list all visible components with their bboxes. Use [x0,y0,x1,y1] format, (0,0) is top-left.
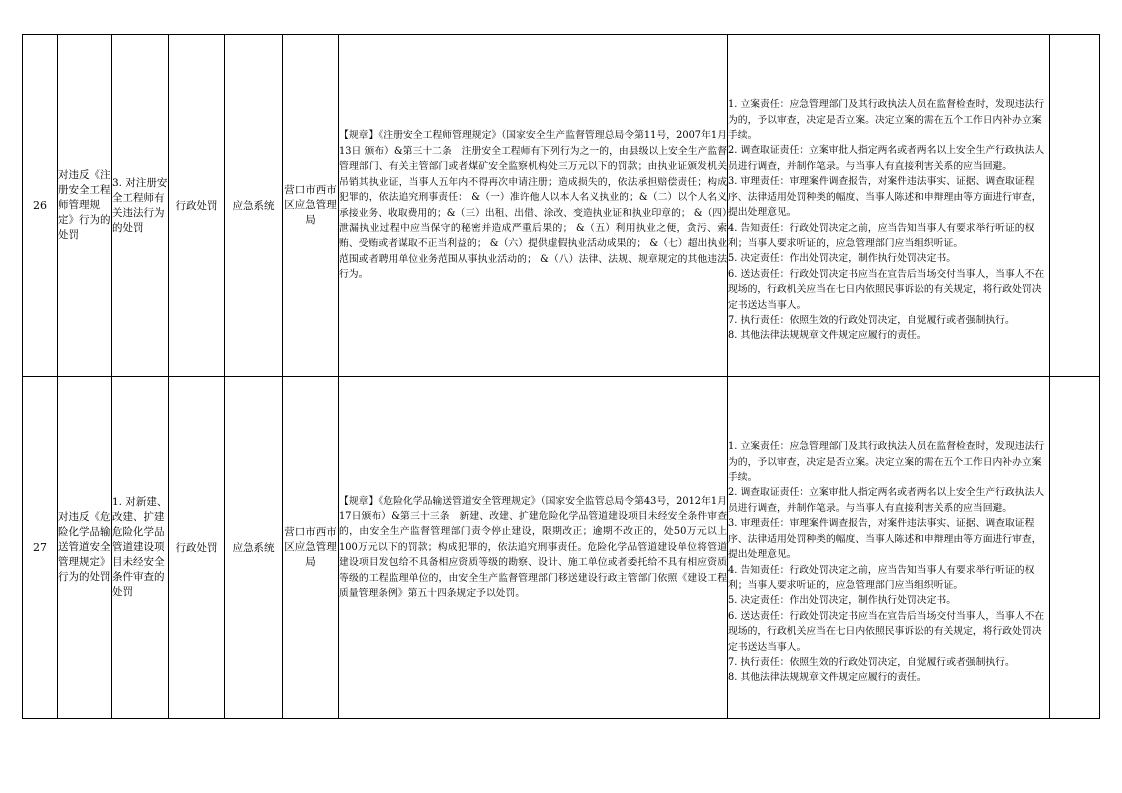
responsibility-list [728,377,1050,719]
responsibility-item: 7. 执行责任：依照生效的行政处罚决定，自觉履行或者强制执行。 [728,656,1015,668]
item-name: 对违反《注册安全工程师管理规定》行为的处罚 [58,35,112,377]
power-type: 行政处罚 [169,377,225,719]
responsibility-item: 4. 告知责任：行政处罚决定之前，应当告知当事人有要求举行听证的权利；当事人要求听证的，应急管理部门应当组织听证。 [728,222,1035,249]
table-row [23,377,1100,719]
power-type: 行政处罚 [169,35,225,377]
responsibility-item: 1. 立案责任：应急管理部门及其行政执法人员在监督检查时，发现违法行为的，予以审查，决定是否立案。决定立案的需在五个工作日内补办立案手续。 [728,441,1045,484]
system-name: 应急系统 [225,35,283,377]
responsibility-item: 4. 告知责任：行政处罚决定之前，应当告知当事人有要求举行听证的权利；当事人要求听证的，应急管理部门应当组织听证。 [728,564,1035,591]
table-row [23,35,1100,377]
responsibility-table [22,34,1100,719]
remarks-cell [1050,35,1100,377]
sub-item-name: 3. 对注册安全工程师有关违法行为的处罚 [112,35,169,377]
responsibility-item: 1. 立案责任：应急管理部门及其行政执法人员在监督检查时，发现违法行为的，予以审查，决定是否立案。决定立案的需在五个工作日内补办立案手续。 [728,99,1045,142]
sub-item-name: 1. 对新建、改建、扩建危险化学品管道建设项目未经安全条件审查的处罚 [112,377,169,719]
responsibility-item: 2. 调查取证责任：立案审批人指定两名或者两名以上安全生产行政执法人员进行调查，并制作笔录。与当事人有直接利害关系的应当回避。 [728,487,1045,514]
row-number: 26 [23,35,58,377]
responsibility-item: 7. 执行责任：依照生效的行政处罚决定，自觉履行或者强制执行。 [728,314,1015,326]
legal-basis: 【规章】《危险化学品输送管道安全管理规定》（国家安全监管总局令第43号，2012年1月17日颁布）&第三十三条 新建、改建、扩建危险化学品管道建设项目未经安全条件审查的，由安全生产监督管理部门责令停止建设，限期改正；逾期不改正的，处50万元以上100万元以下的罚款；构成犯罪的，依法追究刑事责任。危险化学品管道建设单位将管道建设项目发包给不具备相应资质等级的勘察、设计、施工单位或者委托给不具有相应资质等级的工程监理单位的，由安全生产监督管理部门移送建设行政主管部门依照《建设工程质量管理条例》第五十四条规定予以处罚。 [339,377,728,719]
legal-basis: 【规章】《注册安全工程师管理规定》（国家安全生产监督管理总局令第11号，2007年1月13日 颁布）&第三十二条 注册安全工程师有下列行为之一的，由县级以上安全生产监督管理部门、有关主管部门或者煤矿安全监察机构处三万元以下的罚款；由执业证颁发机关吊销其执业证，当事人五年内不得再次申请注册；造成损失的，依法承担赔偿责任；构成犯罪的，依法追究刑事责任： &（一）准许他人以本人名义执业的；&（二）以个人名义承接业务、收取费用的；&（三）出租、出借、涂改、变造执业证和执业印章的； &（四）泄漏执业过程中应当保守的秘密并造成严重后果的； &（五）利用执业之便，贪污、索贿、受贿或者谋取不正当利益的； &（六）提供虚假执业活动成果的； &（七）超出执业范围或者聘用单位业务范围从事执业活动的； &（八）法律、法规、规章规定的其他违法行为。 [339,35,728,377]
system-name: 应急系统 [225,377,283,719]
row-number: 27 [23,377,58,719]
implementing-agency: 营口市西市区应急管理局 [283,35,339,377]
responsibility-item: 5. 决定责任：作出处罚决定，制作执行处罚决定书。 [728,595,956,607]
implementing-agency: 营口市西市区应急管理局 [283,377,339,719]
item-name: 对违反《危险化学品输送管道安全管理规定》行为的处罚 [58,377,112,719]
responsibility-item: 2. 调查取证责任：立案审批人指定两名或者两名以上安全生产行政执法人员进行调查，并制作笔录。与当事人有直接利害关系的应当回避。 [728,145,1045,172]
responsibility-item: 6. 送达责任：行政处罚决定书应当在宣告后当场交付当事人，当事人不在现场的，行政机关应当在七日内依照民事诉讼的有关规定，将行政处罚决定书送达当事人。 [728,610,1045,653]
responsibility-item: 3. 审理责任：审理案件调查报告，对案件违法事实、证据、调查取证程序、法律适用处罚种类的幅度、当事人陈述和申辩理由等方面进行审查，提出处理意见。 [728,176,1042,219]
responsibility-list [728,35,1050,377]
responsibility-item: 6. 送达责任：行政处罚决定书应当在宣告后当场交付当事人，当事人不在现场的，行政机关应当在七日内依照民事诉讼的有关规定，将行政处罚决定书送达当事人。 [728,268,1045,311]
remarks-cell [1050,377,1100,719]
responsibility-item: 3. 审理责任：审理案件调查报告，对案件违法事实、证据、调查取证程序、法律适用处罚种类的幅度、当事人陈述和申辩理由等方面进行审查，提出处理意见。 [728,518,1042,561]
responsibility-item: 8. 其他法律法规规章文件规定应履行的责任。 [728,672,927,684]
responsibility-item: 8. 其他法律法规规章文件规定应履行的责任。 [728,330,927,342]
responsibility-item: 5. 决定责任：作出处罚决定，制作执行处罚决定书。 [728,253,956,265]
